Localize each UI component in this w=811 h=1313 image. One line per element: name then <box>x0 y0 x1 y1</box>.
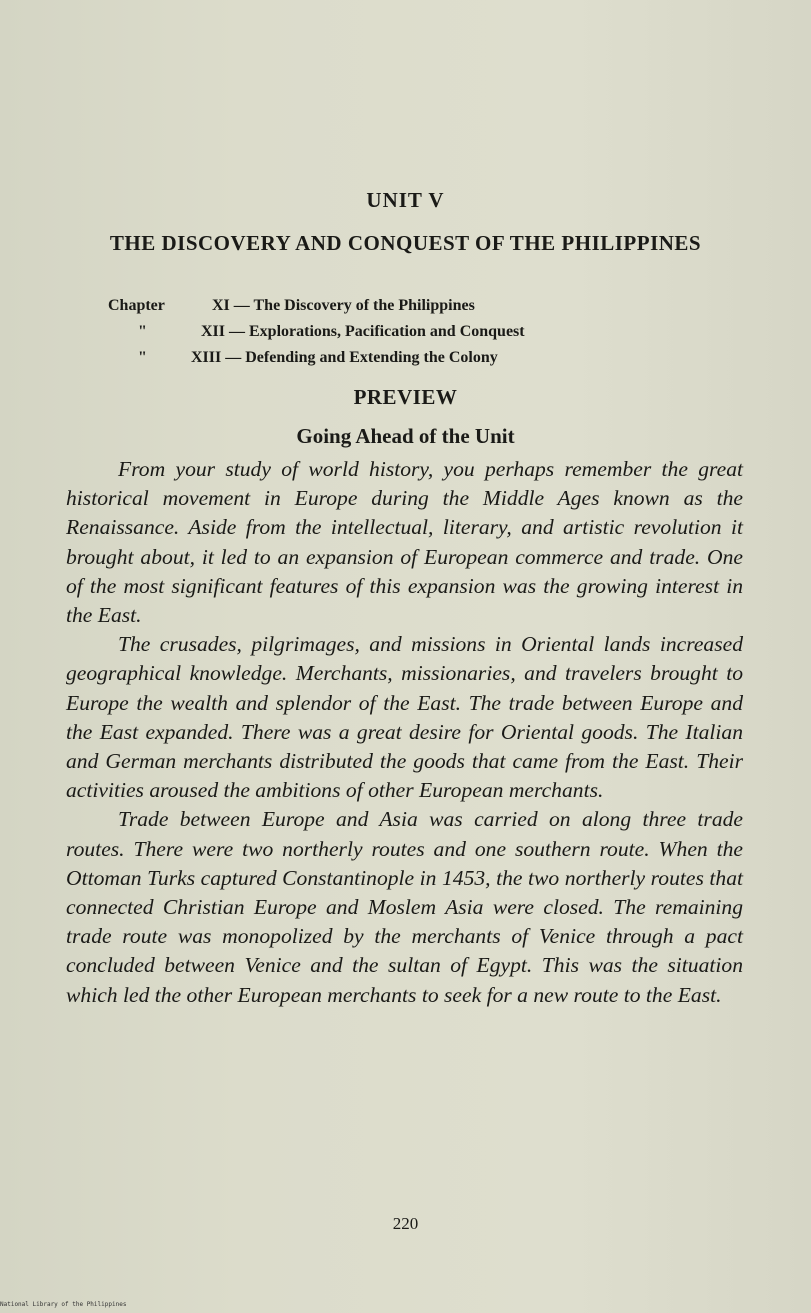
chapter-prefix: " <box>138 349 147 366</box>
chapter-item <box>108 319 708 345</box>
unit-label: UNIT V <box>366 188 445 212</box>
footer-credit: National Library of the Philippines <box>0 1301 127 1308</box>
preview-subheading: Going Ahead of the Unit <box>296 424 515 448</box>
chapter-title: XI — The Discovery of the Philippines <box>212 297 475 314</box>
paragraph: Trade between Europe and Asia was carried on along three trade routes. There were two northerly routes and one southern route. When the Ottoman Turks captured Constantinople in 1453, the two northerly routes that connected Christian Europe and Moslem Asia were closed. The remaining trade route was monopolized by the merchants of Venice through a pact concluded between Venice and the sultan of Egypt. This was the situation which led the other European merchants to seek for a new route to the East. <box>66 807 743 1007</box>
page-number: 220 <box>392 1214 419 1233</box>
paragraph: From your study of world history, you perhaps remember the great historical movement in Europe during the Middle Ages known as the Renaissance. Aside from the intellectual, literary, and artistic revolution it brought about, it led to an expansion of European commerce and trade. One of the most significant features of this expansion was the growing interest in the East. <box>66 457 743 628</box>
chapter-prefix: Chapter <box>108 297 165 314</box>
chapter-list <box>108 293 708 371</box>
chapter-title: XIII — Defending and Extending the Colony <box>191 349 498 366</box>
chapter-item <box>108 293 708 319</box>
body-text <box>66 455 743 1010</box>
chapter-item <box>108 345 708 371</box>
preview-heading: PREVIEW <box>353 385 458 409</box>
chapter-title: XII — Explorations, Pacification and Conquest <box>201 323 525 340</box>
chapter-prefix: " <box>138 323 147 340</box>
unit-title: THE DISCOVERY AND CONQUEST OF THE PHILIPPINES <box>109 231 702 255</box>
paragraph: The crusades, pilgrimages, and missions in Oriental lands increased geographical knowledge. Merchants, missionaries, and travelers brought to Europe the wealth and splendor of the East. The trade between Europe and the East expanded. There was a great desire for Oriental goods. The Italian and German merchants distributed the goods that came from the East. Their activities aroused the ambitions of other European merchants. <box>66 632 743 803</box>
